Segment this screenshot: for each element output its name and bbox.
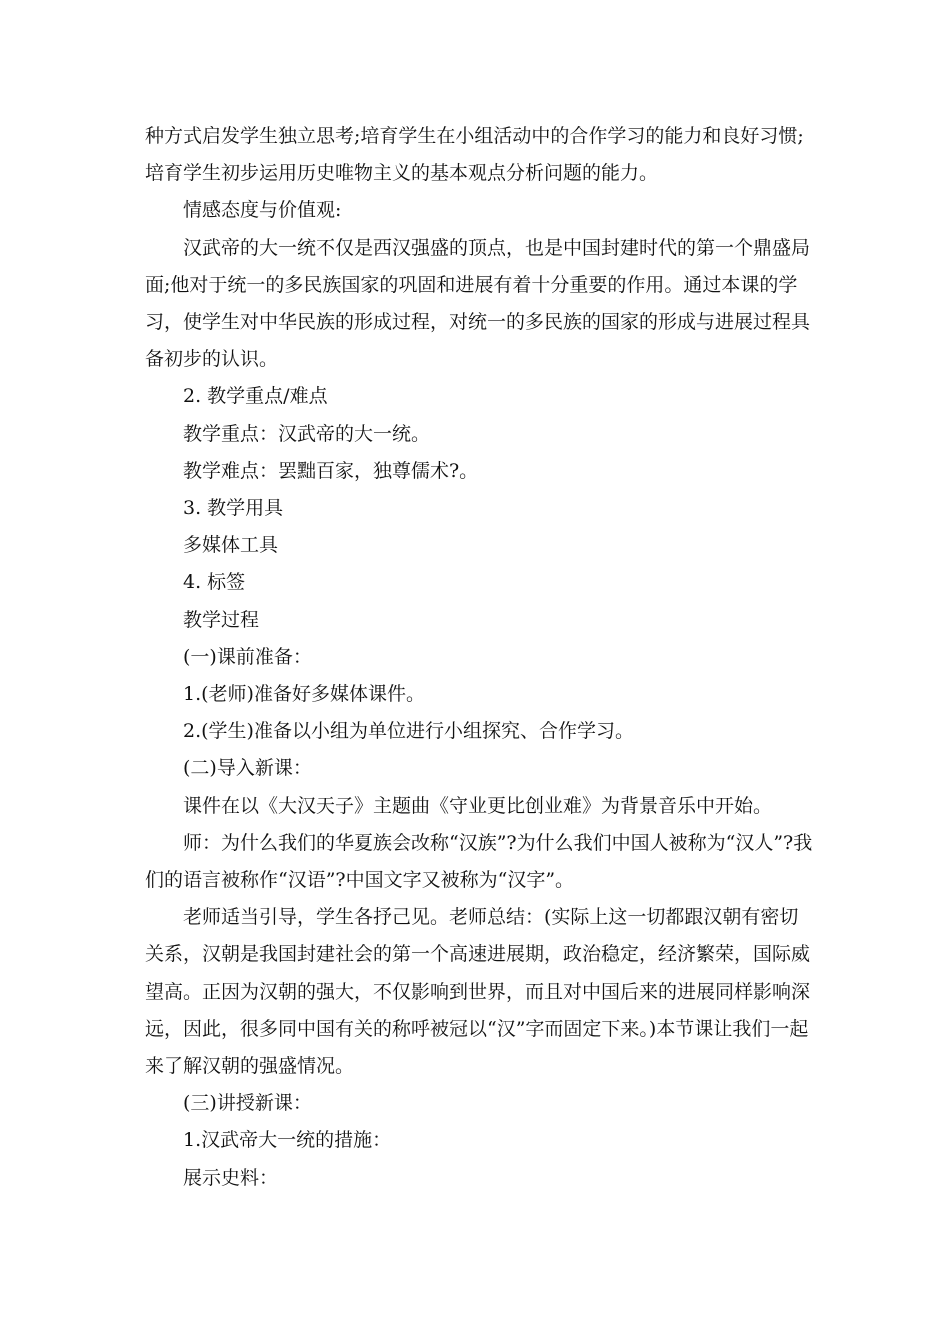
section-heading: 2. 教学重点/难点 [183, 385, 328, 408]
paragraph: 1.(老师)准备好多媒体课件。 [183, 683, 425, 706]
paragraph: 展示史料： [183, 1166, 279, 1189]
section-heading: 3. 教学用具 [183, 497, 284, 520]
paragraph: 师：为什么我们的华夏族会改称“汉族”?为什么我们中国人被称为“汉人”?我们的语言被称作“汉语”?中国文字又被称为“汉字”。 [145, 831, 813, 892]
paragraph: 教学难点：罢黜百家，独尊儒术?。 [183, 459, 479, 482]
section-heading: 4. 标签 [183, 571, 246, 594]
paragraph: 情感态度与价值观: [183, 199, 342, 222]
paragraph: (一)课前准备： [183, 645, 312, 668]
paragraph: 种方式启发学生独立思考;培育学生在小组活动中的合作学习的能力和良好习惯;培育学生初步运用历史唯物主义的基本观点分析问题的能力。 [145, 125, 804, 185]
paragraph: (二)导入新课： [183, 757, 312, 780]
paragraph: 2.(学生)准备以小组为单位进行小组探究、合作学习。 [183, 720, 634, 743]
section-heading: 教学过程 [183, 608, 260, 631]
paragraph: 多媒体工具 [183, 534, 279, 557]
paragraph: 课件在以《大汉天子》主题曲《守业更比创业难》为背景音乐中开始。 [183, 794, 773, 817]
document-body [145, 118, 815, 1197]
paragraph: (三)讲授新课： [183, 1092, 312, 1115]
paragraph: 1.汉武帝大一统的措施： [183, 1129, 392, 1152]
paragraph: 老师适当引导，学生各抒己见。老师总结：(实际上这一切都跟汉朝有密切关系，汉朝是我国封建社会的第一个高速进展期，政治稳定，经济繁荣，国际威望高。正因为汉朝的强大，不仅影响到世界，而且对中国后来的进展同样影响深远，因此，很多同中国有关的称呼被冠以“汉”字而固定下来。)本节课让我们一起来了解汉朝的强盛情况。 [145, 906, 811, 1078]
paragraph: 汉武帝的大一统不仅是西汉强盛的顶点，也是中国封建时代的第一个鼎盛局面;他对于统一的多民族国家的巩固和进展有着十分重要的作用。通过本课的学习，使学生对中华民族的形成过程，对统一的多民族的国家的形成与进展过程具备初步的认识。 [145, 236, 811, 371]
paragraph: 教学重点：汉武帝的大一统。 [183, 422, 431, 445]
